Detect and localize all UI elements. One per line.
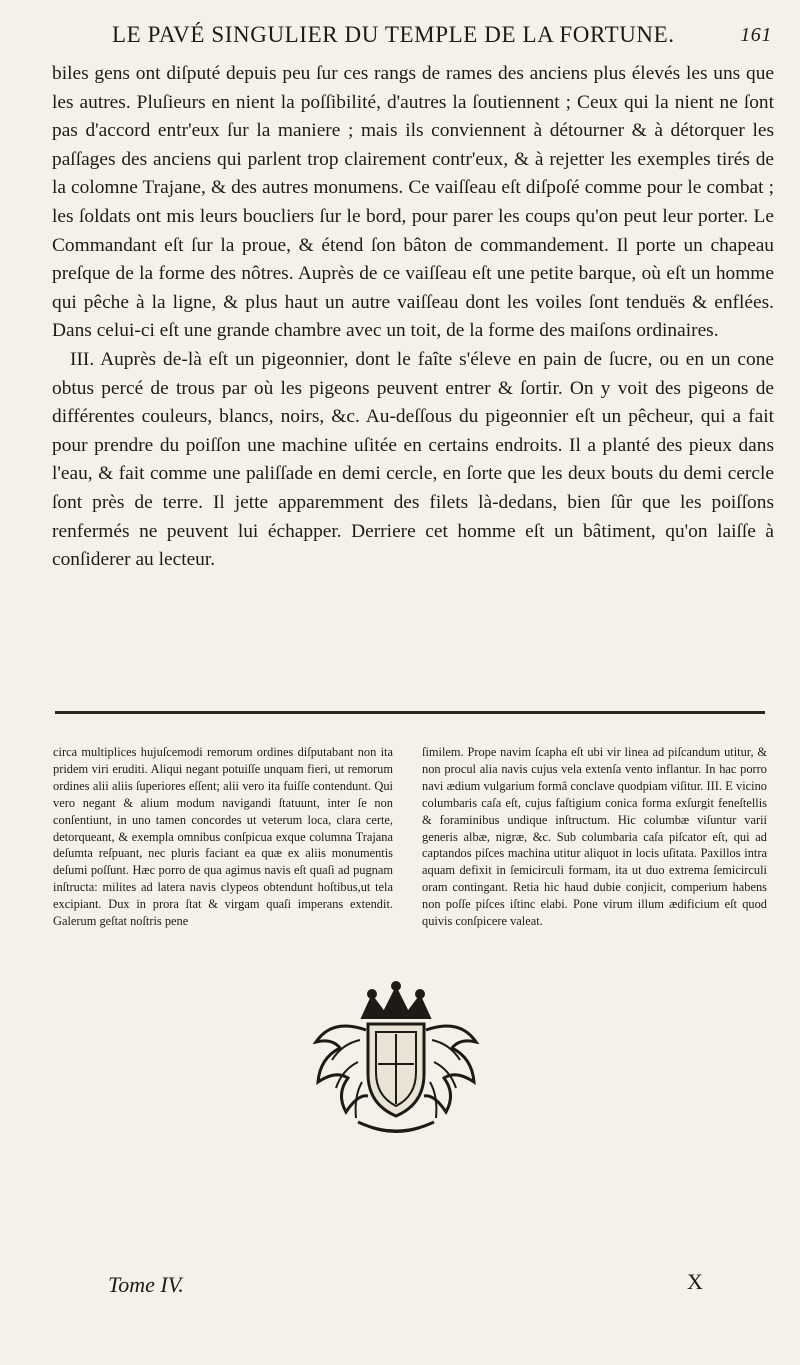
french-paragraph-2: III. Auprès de-là eſt un pigeonnier, dont le faîte s'éleve en pain de ſucre, ou en un cone obtus percé de trous par où les pigeons peuvent entrer & ſortir. On y voit des pigeons de différentes couleurs, blancs, noirs, &c. Au-deſſous du pigeonnier eſt un pêcheur, qui a fait pour prendre du poiſſon une machine uſitée en certains endroits. Il a planté des pieux dans l'eau, & fait comme une paliſſade en demi cercle, en ſorte que les deux bouts du demi cercle ſont près de terre. Il jette apparemment des filets là-dedans, bien ſûr que les poiſſons renfermés ne peuvent lui échapper. Derriere cet homme eſt un bâtiment, qu'on laiſſe à conſiderer au lecteur. (52, 348, 774, 571)
latin-text-right: ſimilem. Prope navim ſcapha eſt ubi vir linea ad piſcandum utitur, & non procul alia navis cujus vela extenſa vento inflantur. In hac porro navi ædium vulgarium formâ conclave quodpiam viſitur. III. E vicino columbaris caſa eſt, cujus faſtigium conica forma exſurgit feneſtellis & foraminibus undique inſtructum. Hic columbæ viſuntur varii generis albæ, nigræ, &c. Sub columbaria caſa piſcator eſt, qui ad captandos piſces machina utitur aliquot in locis uſitata. Paxillos intra aquam defixit in ſemicirculi formam, ita ut duo extrema ſemicirculi oram contingant. Retia hic haud dubie conjicit, comperium habens non poſſe piſces iſtinc elabi. Pone virum illum ædificium eſt quod quivis conſpicere valeat. (422, 745, 767, 929)
page-number: 161 (740, 24, 772, 46)
signature-mark: X (687, 1269, 703, 1294)
tailpiece-vignette-icon (302, 978, 490, 1140)
horizontal-rule (55, 711, 765, 714)
french-paragraph-1: biles gens ont diſputé depuis peu ſur ces rangs de rames des anciens plus élevés les uns que les autres. Pluſieurs en nient la poſſibilité, d'autres la ſoutiennent ; Ceux qui la nient ne ſont pas d'accord entr'eux ſur la maniere ; mais ils conviennent à détourner & à détorquer les paſſages des anciens qui parlent trop clairement contr'eux, & à rejetter les exemples tirés de la colomne Trajane, & des autres monumens. Ce vaiſſeau eſt diſpoſé comme pour le combat ; les ſoldats ont mis leurs boucliers ſur le bord, pour parer les coups qu'on peut leur porter. Le Commandant eſt ſur la proue, & étend ſon bâton de commandement. Il porte un chapeau preſque de la forme des nôtres. Auprès de ce vaiſſeau eſt une petite barque, où eſt un homme qui pêche à la ligne, & plus haut un autre vaiſſeau dont les voiles ſont tenduës & enflées. Dans celui-ci eſt une grande chambre avec un toit, de la forme des maiſons ordinaires. (52, 63, 774, 342)
latin-column-right (422, 744, 767, 930)
running-title: LE PAVÉ SINGULIER DU TEMPLE DE LA FORTUNE. (112, 22, 675, 47)
latin-text-left: circa multiplices hujuſcemodi remorum ordines diſputabant non ita pridem viri eruditi. Aliqui negant potuiſſe unquam fieri, ut remorum ordines alii aliis ſuperiores eſſent; alii vero ita fuiſſe contendunt. Qui vero negant & alium modum navigandi ſtatuunt, inter ſe non conſentiunt, in uno tamen concordes ut veterum loca, clara certe, detorqueant, & exempla omnibus conſpicua exque columna Trajana deſumta reſpuant, nec pluris faciant ea quæ ex aliis monumentis deſumi poſſunt. Hæc porro de qua agimus navis eſt quaſi ad pugnam inſtructa: milites ad latera navis clypeos obtendunt hoſtibus,ut tela excipiant. Dux in prora ſtat & virgam quaſi imperans extendit. Galerum geſtat noſtris pene (53, 745, 393, 929)
french-text-block (52, 60, 774, 575)
footer-tome: Tome IV. (108, 1272, 184, 1297)
running-header (112, 22, 772, 62)
latin-column-left (53, 744, 393, 930)
